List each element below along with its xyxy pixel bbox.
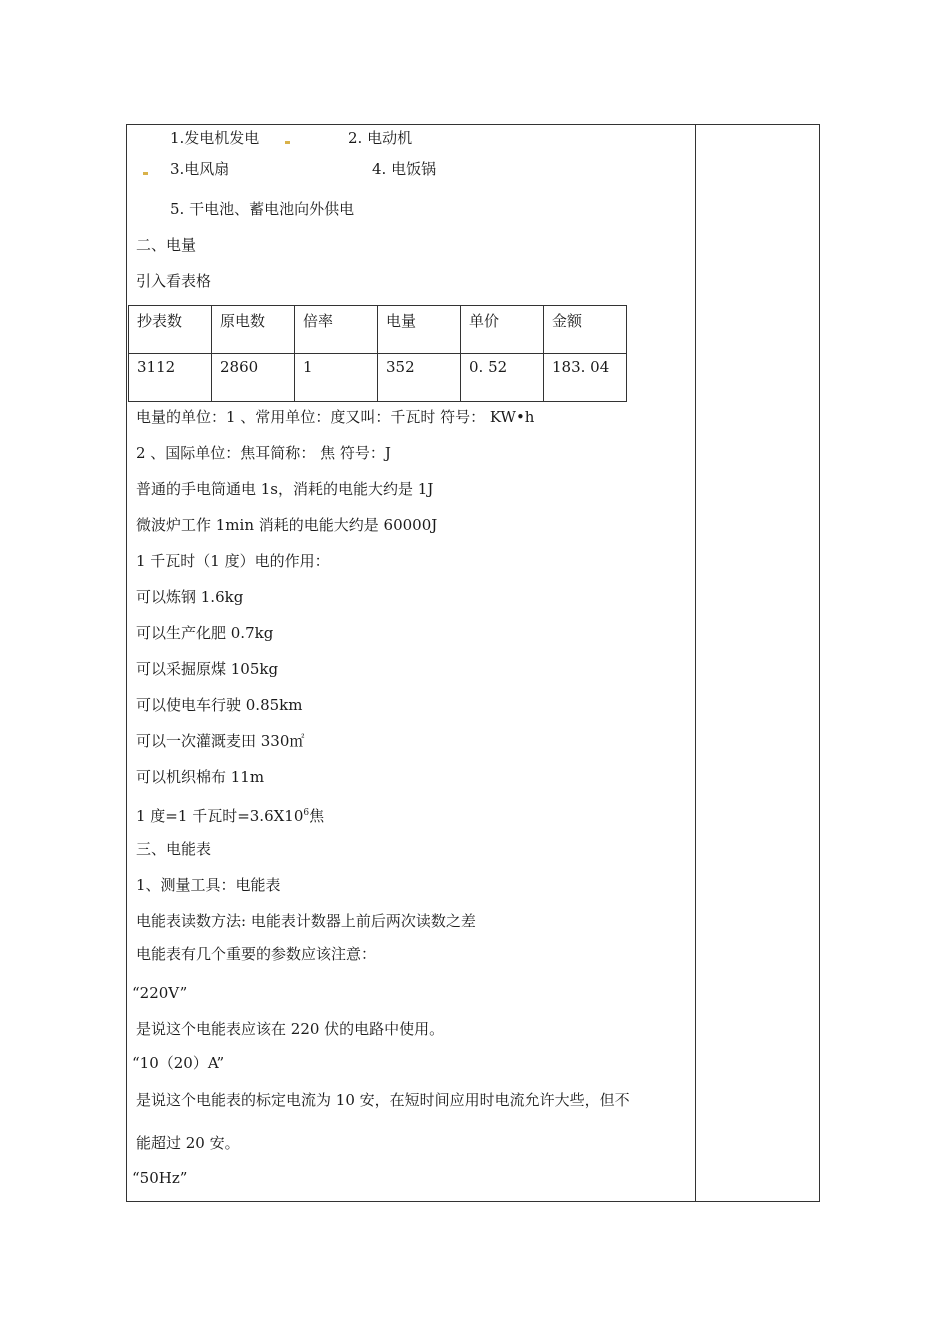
unit-line-2: 2 、国际单位：焦耳简称： 焦 符号：J <box>136 444 391 462</box>
param-voltage-label: “220V” <box>132 984 188 1002</box>
table-header-cell: 倍率 <box>295 306 378 354</box>
table-cell: 183. 04 <box>544 354 627 402</box>
unit-conversion <box>136 803 324 826</box>
section-heading-2: 二、电量 <box>136 236 197 254</box>
kwh-use-item: 可以机织棉布 11m <box>136 768 265 786</box>
conversion-text: 1 度=1 千瓦时=3.6X10 <box>136 807 304 825</box>
table-cell: 1 <box>295 354 378 402</box>
meter-reading-table <box>128 305 627 402</box>
table-header-cell: 原电数 <box>212 306 295 354</box>
list-item-2: 2. 电动机 <box>348 129 413 147</box>
table-header-cell: 电量 <box>378 306 461 354</box>
param-current-desc-2: 能超过 20 安。 <box>136 1134 240 1152</box>
table-cell: 2860 <box>212 354 295 402</box>
kwh-use-item: 可以采掘原煤 105kg <box>136 660 279 678</box>
kwh-use-item: 可以使电车行驶 0.85km <box>136 696 303 714</box>
conversion-exponent: 6 <box>303 808 310 818</box>
params-intro: 电能表有几个重要的参数应该注意： <box>136 945 377 963</box>
list-item-1: 1.发电机发电 <box>170 129 260 147</box>
table-cell: 3112 <box>129 354 212 402</box>
conversion-unit: 焦 <box>309 807 325 825</box>
kwh-uses-title: 1 千瓦时（1 度）电的作用： <box>136 552 330 570</box>
param-frequency-label: “50Hz” <box>132 1169 188 1187</box>
list-item-4: 4. 电饭锅 <box>372 160 437 178</box>
unit-line-1: 电量的单位：1 、常用单位：度又叫：千瓦时 符号： KW•h <box>136 408 535 426</box>
list-item-3: 3.电风扇 <box>170 160 230 178</box>
table-cell: 352 <box>378 354 461 402</box>
param-current-label: “10（20）A” <box>132 1054 225 1072</box>
list-item-5: 5. 干电池、蓄电池向外供电 <box>170 200 355 218</box>
table-header-cell: 金额 <box>544 306 627 354</box>
measuring-tool: 1、测量工具：电能表 <box>136 876 281 894</box>
reading-method: 电能表读数方法: 电能表计数器上前后两次读数之差 <box>136 912 476 930</box>
kwh-use-item: 可以炼钢 1.6kg <box>136 588 244 606</box>
mark-dot <box>285 141 290 144</box>
kwh-use-item: 可以生产化肥 0.7kg <box>136 624 274 642</box>
notes-column-divider <box>695 124 696 1202</box>
param-voltage-desc: 是说这个电能表应该在 220 伏的电路中使用。 <box>136 1020 445 1038</box>
table-header-cell: 单价 <box>461 306 544 354</box>
table-intro: 引入看表格 <box>136 272 212 290</box>
table-row <box>129 354 627 402</box>
table-cell: 0. 52 <box>461 354 544 402</box>
param-current-desc-1: 是说这个电能表的标定电流为 10 安，在短时间应用时电流允许大些，但不 <box>136 1091 630 1109</box>
table-header-row <box>129 306 627 354</box>
example-microwave: 微波炉工作 1min 消耗的电能大约是 60000J <box>136 516 438 534</box>
kwh-use-item: 可以一次灌溉麦田 330㎡ <box>136 732 305 750</box>
mark-dot <box>143 172 148 175</box>
table-header-cell: 抄表数 <box>129 306 212 354</box>
section-heading-3: 三、电能表 <box>136 840 212 858</box>
example-flashlight: 普通的手电筒通电 1s，消耗的电能大约是 1J <box>136 480 434 498</box>
